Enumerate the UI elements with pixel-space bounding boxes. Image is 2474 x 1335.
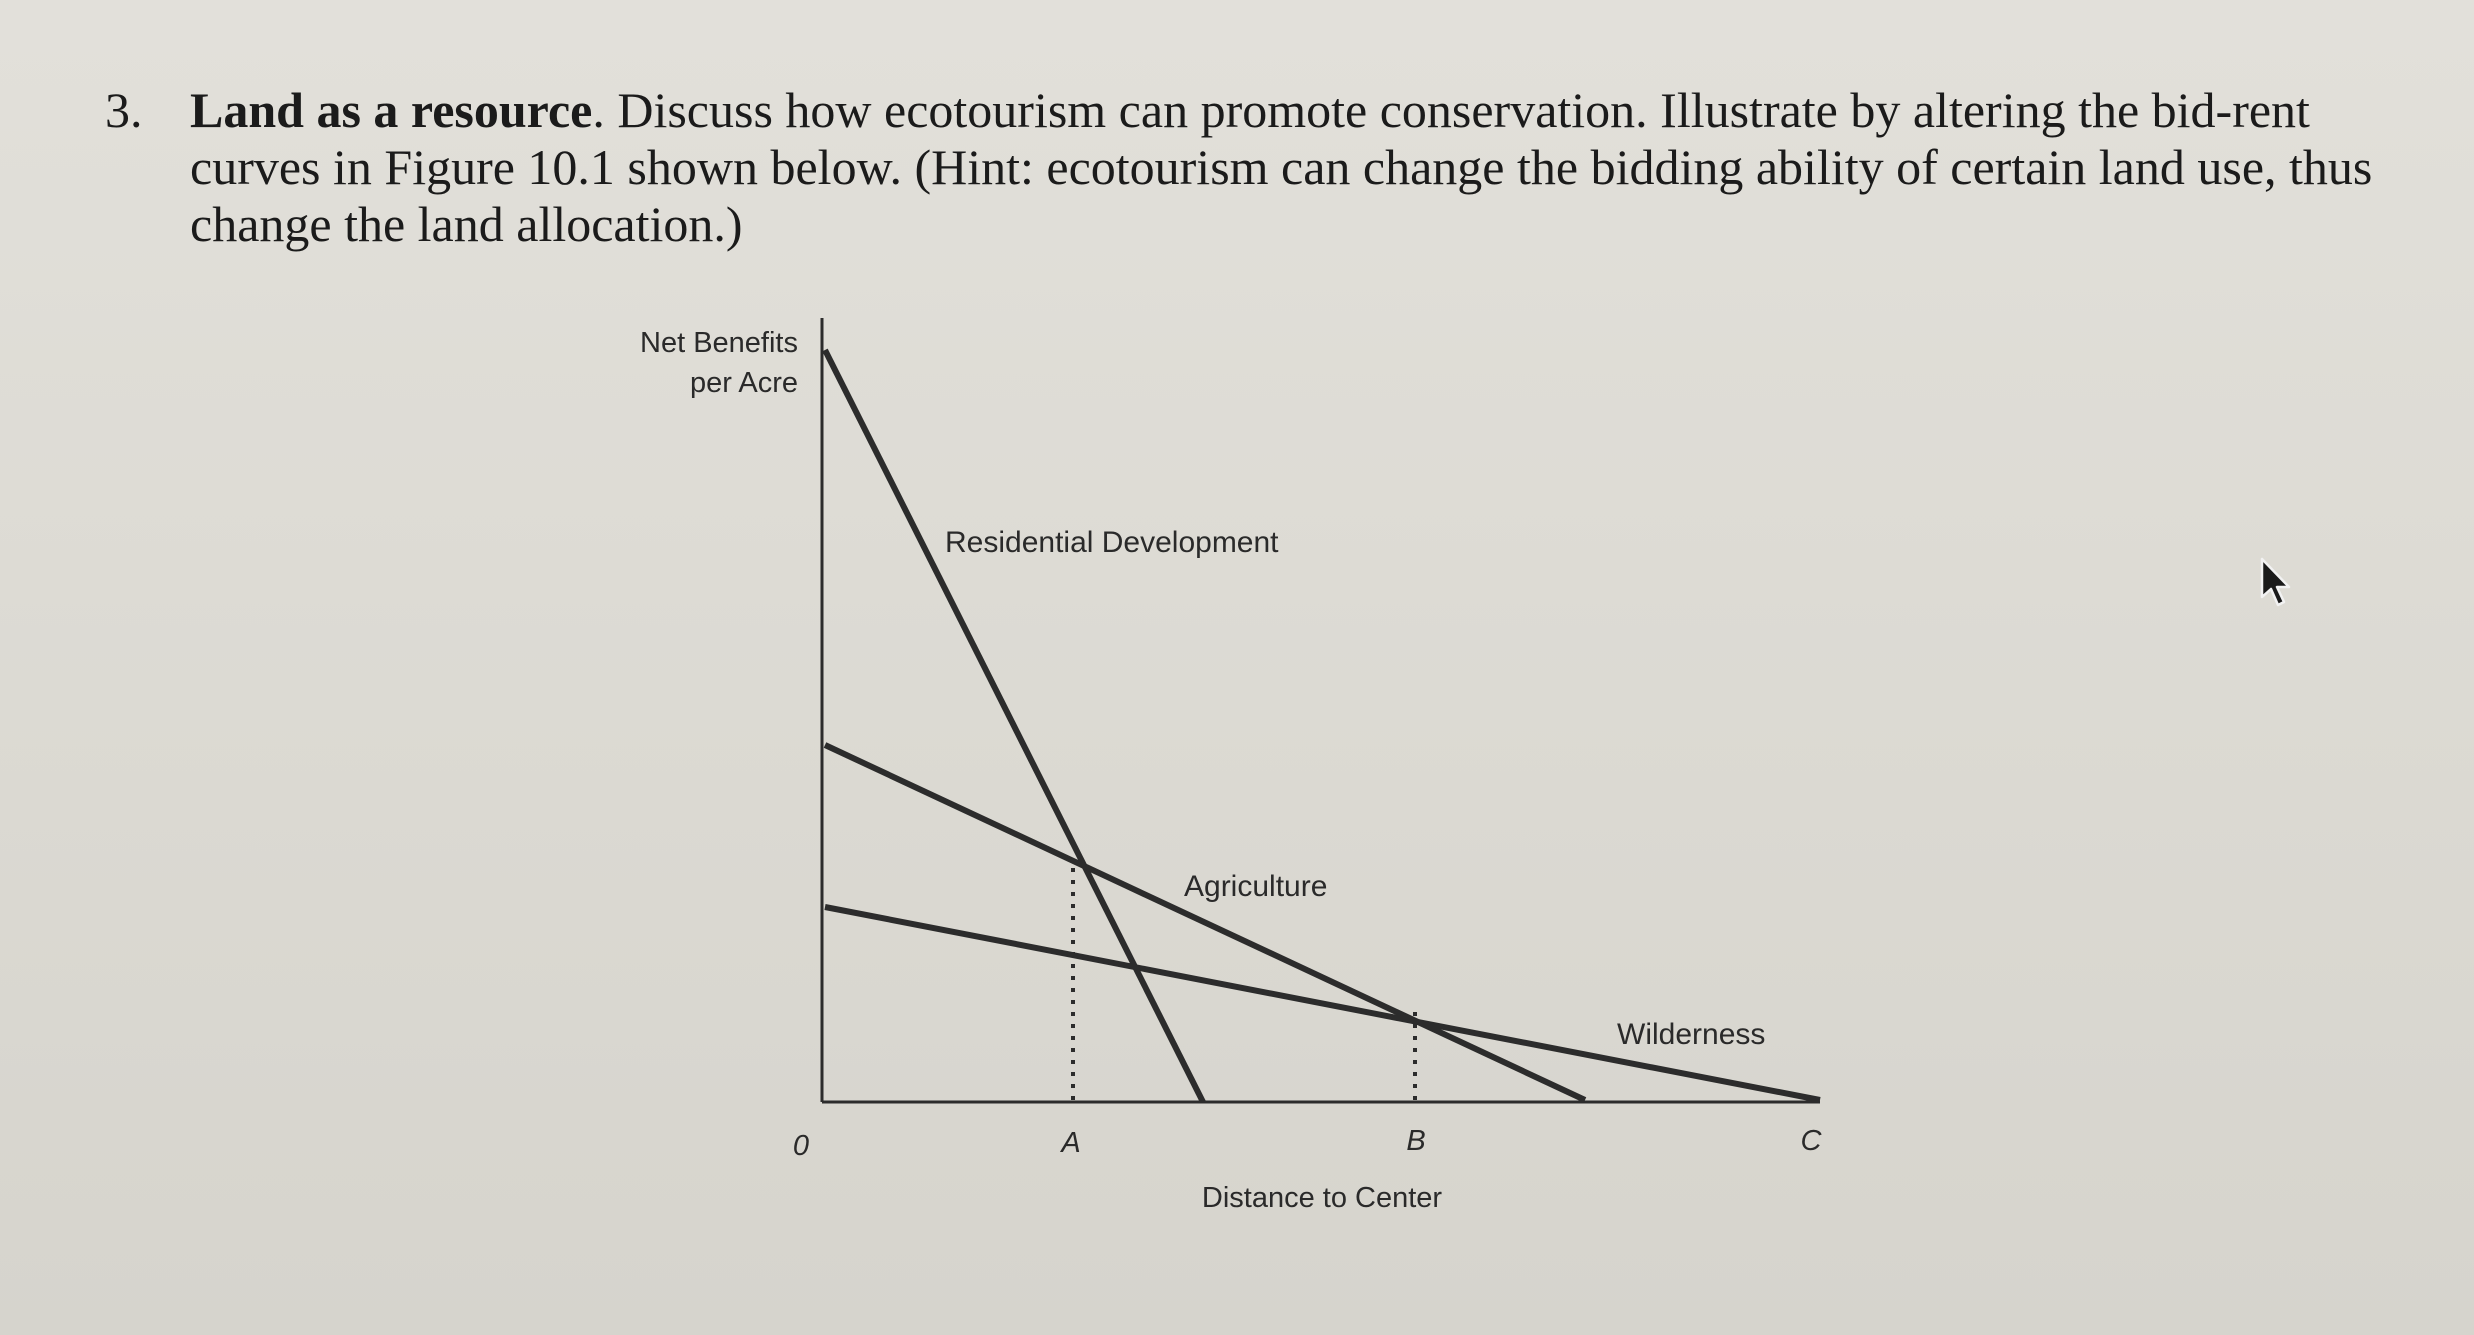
agriculture-label: Agriculture [1184, 870, 1328, 903]
question-number: 3. [105, 82, 143, 138]
question-title: Land as a resource [190, 82, 593, 138]
residential-development-curve [825, 350, 1203, 1102]
point-label-b: B [1406, 1125, 1426, 1157]
wilderness-curve [825, 907, 1820, 1100]
wilderness-label: Wilderness [1617, 1018, 1766, 1051]
point-label-c: C [1800, 1125, 1822, 1157]
origin-label: 0 [792, 1130, 810, 1162]
agriculture-curve [825, 745, 1585, 1100]
point-label-a: A [1061, 1127, 1081, 1159]
x-axis-label: Distance to Center [1201, 1182, 1443, 1214]
y-axis-label-line2: per Acre [690, 367, 798, 399]
mouse-pointer-icon [2258, 557, 2298, 613]
residential-development-label: Residential Development [945, 526, 1279, 559]
y-axis-label-line1: Net Benefits [640, 327, 798, 359]
question-body: . Discuss how ecotourism can promote conservation. Illustrate by altering the bid-rent curves in Figure 10.1 shown below. (Hint: ecotourism can change the bidding ability of certain land use, thus change the land allocation.) [190, 82, 2373, 252]
